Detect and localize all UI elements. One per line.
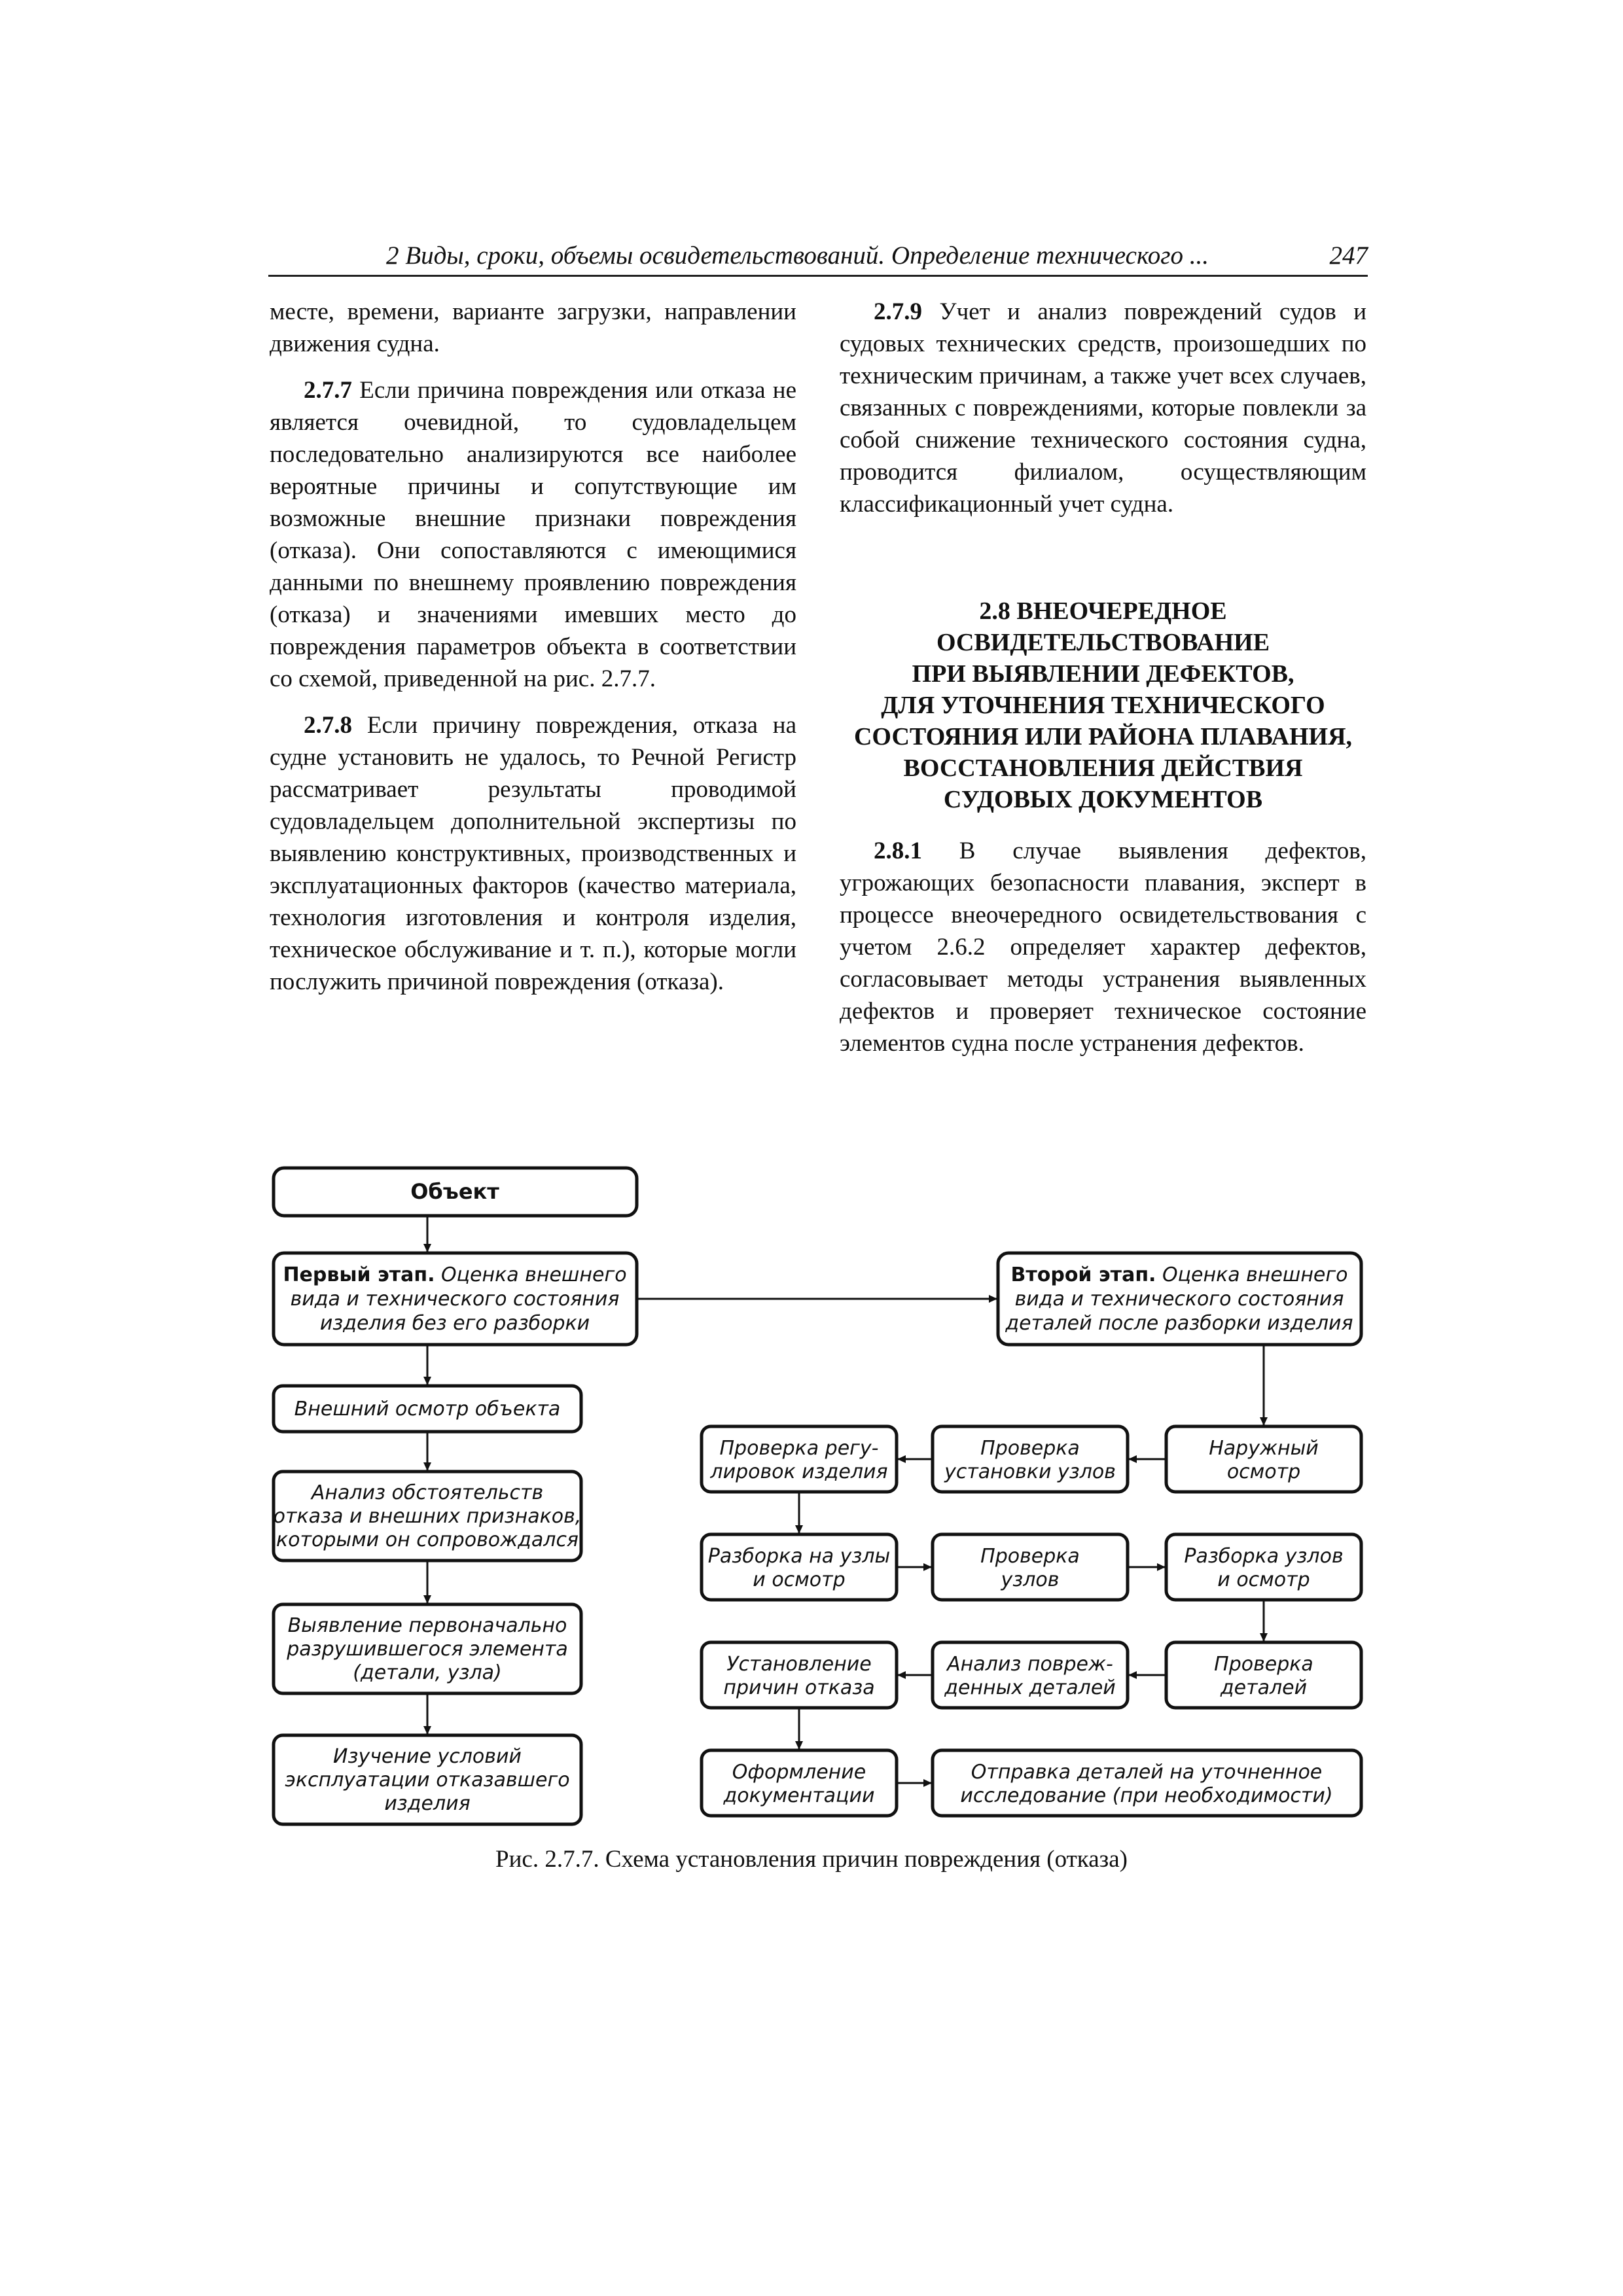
left-column (270, 296, 796, 1012)
r4c2-text-2: исследование (при необходимости) (960, 1784, 1333, 1807)
heading-line: ОСВИДЕТЕЛЬСТВОВАНИЕ (936, 629, 1270, 656)
r3c2-text-2: денных деталей (944, 1676, 1116, 1699)
external-inspection-text: Внешний осмотр объекта (294, 1398, 561, 1421)
box-initial-element (274, 1604, 581, 1693)
analysis-text-2: отказа и внешних признаков, (273, 1505, 582, 1528)
stage1-text: Первый этап. Оценка внешнего (283, 1263, 627, 1286)
r2c1-text-1: Разборка на узлы (707, 1545, 891, 1568)
analysis-text-3: которыми он сопровождался (276, 1528, 579, 1551)
stage2-text-3: деталей после разборки изделия (1005, 1312, 1353, 1335)
heading-line: ВОССТАНОВЛЕНИЯ ДЕЙСТВИЯ (903, 754, 1303, 782)
clause-number: 2.7.8 (304, 712, 352, 739)
right-column (840, 296, 1366, 1074)
heading-line: 2.8 ВНЕОЧЕРЕДНОЕ (979, 597, 1227, 625)
box-stage1 (274, 1253, 637, 1345)
r3c1-text-1: Установление (726, 1653, 872, 1676)
clause-number: 2.8.1 (874, 838, 922, 864)
r2c3-text-1: Разборка узлов (1184, 1545, 1344, 1568)
r2c3-text-2: и осмотр (1217, 1568, 1310, 1591)
running-title: 2 Виды, сроки, объемы освидетельствований. Определение технического ... (386, 241, 1209, 270)
r2c1-text-2: и осмотр (753, 1568, 846, 1591)
analysis-text-1: Анализ обстоятельств (311, 1481, 544, 1504)
r1c3-text-1: Наружный (1209, 1437, 1319, 1460)
figure-caption: Рис. 2.7.7. Схема установления причин повреждения (отказа) (495, 1846, 1128, 1873)
stage2-text-2: вида и технического состояния (1014, 1288, 1344, 1311)
page-number: 247 (1329, 241, 1368, 270)
clause-text: Учет и анализ повреждений судов и судовых технических средств, произошедших по техническим причинам, а также учет всех случаев, связанных с повреждениями, которые повлекли за собой снижение технического состояния судна, проводится филиалом, осуществляющим классификационный учет судна. (840, 298, 1366, 518)
initial-text-1: Выявление первоначально (287, 1614, 567, 1637)
r4c1-text-1: Оформление (732, 1761, 866, 1784)
box-object (274, 1168, 637, 1216)
clause-text: В случае выявления дефектов, угрожающих безопасности плавания, эксперт в процессе внеочередного освидетельствования с учетом 2.6.2 определяет характер дефектов, согласовывает методы устранения выявленных дефектов и проверяет техническое состояние элементов судна после устранения дефектов. (840, 838, 1366, 1057)
box-r3c2 (933, 1642, 1128, 1708)
box-r1c3 (1166, 1426, 1361, 1492)
object-label: Объект (410, 1179, 499, 1204)
r1c3-text-2: осмотр (1226, 1460, 1301, 1483)
r2c2-text-2: узлов (1001, 1568, 1060, 1591)
initial-text-2: разрушившегося элемента (287, 1638, 568, 1661)
r4c1-text-2: документации (723, 1784, 875, 1807)
clause-text: Если причина повреждения или отказа не является очевидной, то судовладельцем последовательно анализируются все наиболее вероятные причины и сопутствующие им возможные внешние признаки повреждения (отказа). Они сопоставляются с имеющимися данными по внешнему проявлению повреждения (отказа) и значениями имевших место до повреждения параметров объекта в соответствии со схемой, приведенной на рис. 2.7.7. (270, 377, 796, 692)
paragraph-2-7-8 (270, 709, 796, 998)
paragraph-2-7-7 (270, 374, 796, 695)
conditions-text-1: Изучение условий (333, 1745, 522, 1768)
stage1-text-2: вида и технического состояния (290, 1288, 620, 1311)
box-r4c2 (933, 1750, 1361, 1816)
heading-line: ДЛЯ УТОЧНЕНИЯ ТЕХНИЧЕСКОГО (881, 692, 1325, 719)
box-r1c1 (702, 1426, 897, 1492)
r1c2-text-2: установки узлов (944, 1460, 1116, 1483)
box-external-inspection (274, 1386, 581, 1432)
paragraph-2-8-1 (840, 835, 1366, 1059)
box-operating-conditions (274, 1735, 581, 1824)
clause-text: Если причину повреждения, отказа на судне установить не удалось, то Речной Регистр рассматривает результаты проводимой судовладельцем дополнительной экспертизы по выявлению конструктивных, производственных и эксплуатационных факторов (качество материала, технология изготовления и контроля изделия, техническое обслуживание и т. п.), которые могли послужить причиной повреждения (отказа). (270, 712, 796, 995)
clause-number: 2.7.7 (304, 377, 352, 404)
heading-line: ПРИ ВЫЯВЛЕНИИ ДЕФЕКТОВ, (912, 660, 1294, 688)
box-stage2 (998, 1253, 1361, 1345)
box-r2c2 (933, 1534, 1128, 1600)
r4c2-text-1: Отправка деталей на уточненное (971, 1761, 1323, 1784)
stage2-text: Второй этап. Оценка внешнего (1010, 1263, 1348, 1286)
r1c1-text-1: Проверка регу- (719, 1437, 879, 1460)
heading-line: СУДОВЫХ ДОКУМЕНТОВ (943, 786, 1263, 813)
initial-text-3: (детали, узла) (353, 1661, 502, 1684)
section-heading-2-8 (840, 595, 1366, 815)
paragraph-2-7-9 (840, 296, 1366, 520)
r3c3-text-2: деталей (1220, 1676, 1308, 1699)
box-r3c1 (702, 1642, 897, 1708)
clause-number: 2.7.9 (874, 298, 922, 325)
r3c1-text-2: причин отказа (723, 1676, 875, 1699)
box-r2c3 (1166, 1534, 1361, 1600)
r1c2-text-1: Проверка (980, 1437, 1080, 1460)
r2c2-text-1: Проверка (980, 1545, 1080, 1568)
box-r3c3 (1166, 1642, 1361, 1708)
paragraph-continued: месте, времени, варианте загрузки, направлении движения судна. (270, 298, 796, 357)
r1c1-text-2: лировок изделия (710, 1460, 888, 1483)
conditions-text-3: изделия (384, 1792, 471, 1815)
page-header (268, 241, 1368, 277)
heading-line: СОСТОЯНИЯ ИЛИ РАЙОНА ПЛАВАНИЯ, (853, 723, 1353, 751)
r3c3-text-1: Проверка (1214, 1653, 1313, 1676)
conditions-text-2: эксплуатации отказавшего (285, 1769, 570, 1792)
stage1-text-3: изделия без его разборки (319, 1312, 590, 1335)
box-r2c1 (702, 1534, 897, 1600)
r3c2-text-1: Анализ повреж- (947, 1653, 1113, 1676)
box-r1c2 (933, 1426, 1128, 1492)
box-r4c1 (702, 1750, 897, 1816)
box-circumstances-analysis (274, 1472, 581, 1561)
